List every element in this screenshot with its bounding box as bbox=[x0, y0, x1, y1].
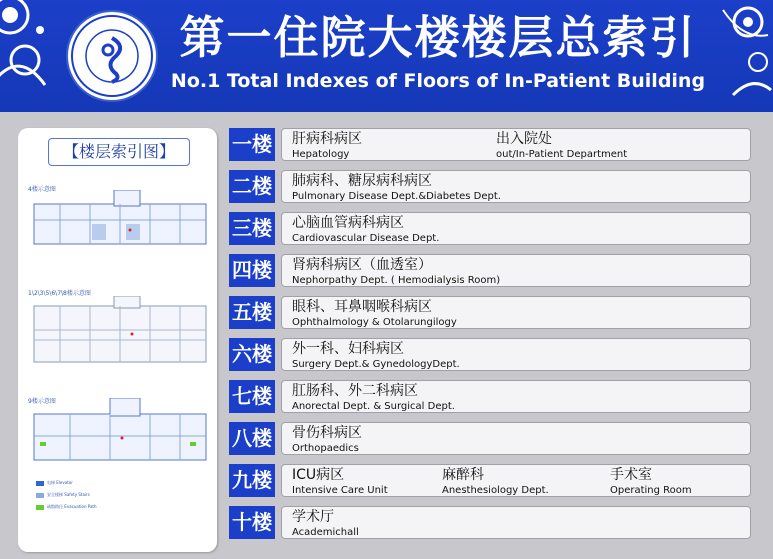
dept-card bbox=[281, 464, 751, 497]
floor-plan-1-8 bbox=[30, 296, 210, 368]
floor-label: 九楼 bbox=[229, 464, 275, 497]
floor-label: 八楼 bbox=[229, 422, 275, 455]
legend-item: 电梯 Elevator bbox=[36, 480, 73, 486]
floor-label: 六楼 bbox=[229, 338, 275, 371]
floor-label: 一楼 bbox=[229, 128, 275, 161]
dept-entry: 肛肠科、外二科病区 Anorectal Dept. & Surgical Dept. bbox=[292, 383, 455, 412]
dept-entry: 麻醉科 Anesthesiology Dept. bbox=[442, 467, 549, 496]
hospital-logo bbox=[66, 10, 158, 102]
dept-entry: 肺病科、糖尿病科病区 Pulmonary Disease Dept.&Diabetes Dept. bbox=[292, 173, 501, 202]
evacuation-path-icon bbox=[36, 505, 44, 510]
floor-label: 三楼 bbox=[229, 212, 275, 245]
dept-entry: 手术室 Operating Room bbox=[610, 467, 692, 496]
floor-label: 十楼 bbox=[229, 506, 275, 539]
elevator-icon bbox=[36, 481, 44, 486]
dept-entry: 骨伤科病区 Orthopaedics bbox=[292, 425, 362, 454]
dept-card bbox=[281, 506, 751, 539]
dept-card bbox=[281, 254, 751, 287]
map-title: 【楼层索引图】 bbox=[48, 138, 190, 166]
header-banner bbox=[0, 0, 773, 112]
floral-ornament-left bbox=[0, 0, 70, 100]
floor-label: 七楼 bbox=[229, 380, 275, 413]
dept-card bbox=[281, 296, 751, 329]
page-subtitle: No.1 Total Indexes of Floors of In-Patient Building bbox=[170, 70, 706, 92]
dept-card bbox=[281, 212, 751, 245]
floor-label: 五楼 bbox=[229, 296, 275, 329]
dept-card bbox=[281, 380, 751, 413]
dept-card bbox=[281, 338, 751, 371]
floor-plan-9 bbox=[30, 398, 210, 468]
stairs-icon bbox=[36, 493, 44, 498]
dept-entry: 外一科、妇科病区 Surgery Dept.& GynedologyDept. bbox=[292, 341, 460, 370]
dept-entry: 出入院处 out/In-Patient Department bbox=[496, 131, 628, 160]
floor-plan-label: 1\2\3\5\6\7\8楼示意图 bbox=[28, 290, 91, 297]
floral-ornament-right bbox=[713, 0, 773, 110]
dept-card bbox=[281, 422, 751, 455]
dept-entry: 眼科、耳鼻咽喉科病区 Ophthalmology & Otolarungilogy bbox=[292, 299, 457, 328]
legend-item: 安全楼梯 Safety Stairs bbox=[36, 492, 90, 498]
dept-entry: ICU病区 Intensive Care Unit bbox=[292, 467, 388, 496]
floor-label: 二楼 bbox=[229, 170, 275, 203]
floor-plan-label: 4楼示意图 bbox=[28, 186, 56, 193]
dept-entry: 学术厅 Academichall bbox=[292, 509, 359, 538]
floor-plan-4 bbox=[30, 190, 210, 252]
floor-label: 四楼 bbox=[229, 254, 275, 287]
dept-card bbox=[281, 128, 751, 161]
dept-card bbox=[281, 170, 751, 203]
legend-item: 疏散路径 Evacuation Path bbox=[36, 504, 97, 510]
dept-entry: 肾病科病区（血透室） Nephorpathy Dept. ( Hemodialysis Room) bbox=[292, 257, 501, 286]
dept-entry: 肝病科病区 Hepatology bbox=[292, 131, 362, 160]
dept-entry: 心脑血管病科病区 Cardiovascular Disease Dept. bbox=[292, 215, 440, 244]
floor-map-panel bbox=[18, 128, 217, 552]
floor-plan-label: 9楼示意图 bbox=[28, 398, 56, 405]
page-title: 第一住院大楼楼层总索引 bbox=[179, 11, 697, 64]
